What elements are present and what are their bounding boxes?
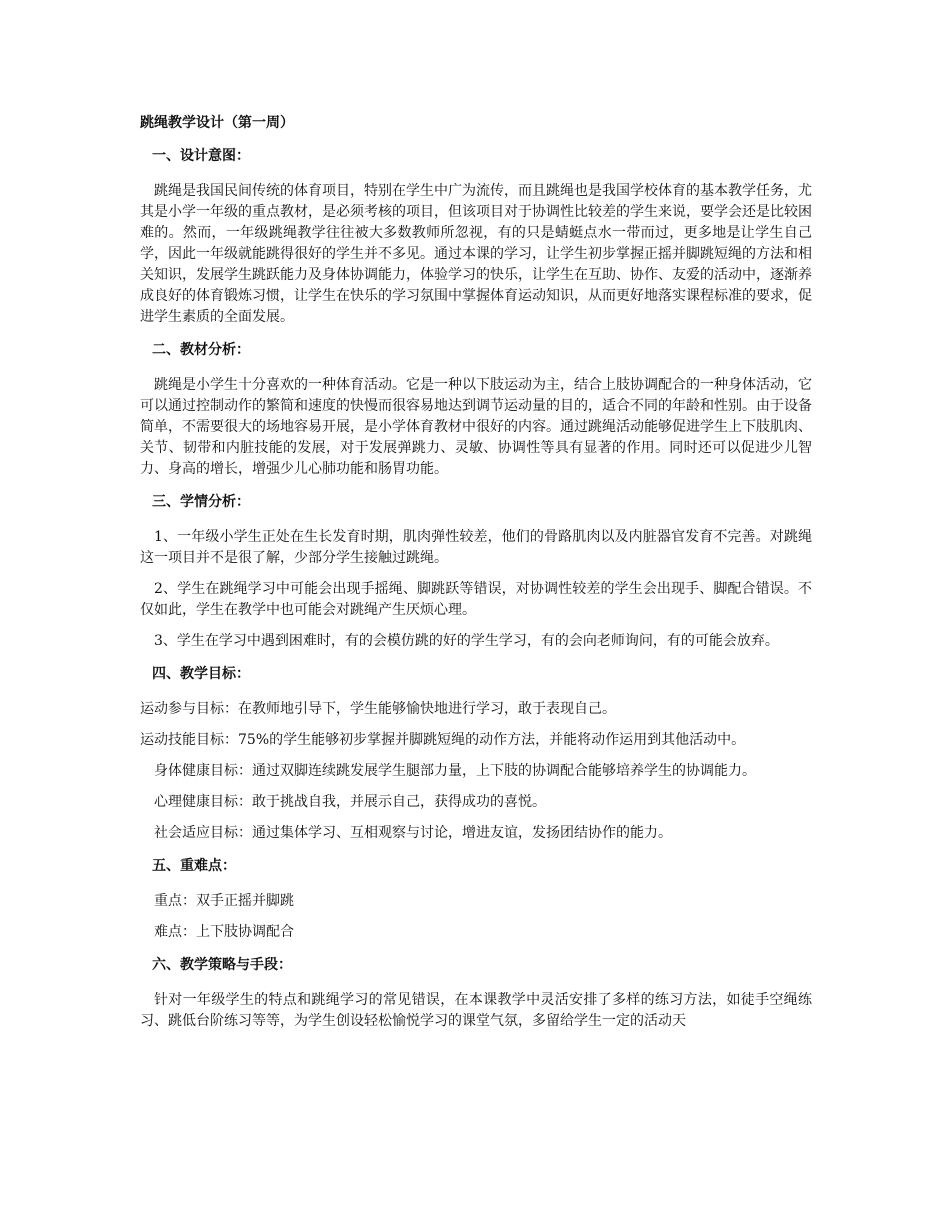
goal-social-adaptation: 社会适应目标：通过集体学习、互相观察与讨论，增进友谊，发扬团结协作的能力。	[154, 825, 672, 841]
paragraph: 针对一年级学生的特点和跳绳学习的常见错误，在本课教学中灵活安排了多样的练习方法，如徒手空绳练习、跳低台阶练习等等，为学生创设轻松愉悦学习的课堂气氛，多留给学生一定的活动天	[140, 992, 812, 1029]
section-heading-key-points: 五、重难点：	[152, 858, 236, 874]
section-heading-design-intent: 一、设计意图：	[152, 148, 250, 164]
key-point: 重点：双手正摇并脚跳	[154, 893, 294, 909]
paragraph: 跳绳是小学生十分喜欢的一种体育活动。它是一种以下肢运动为主，结合上肢协调配合的一种身体活动，它可以通过控制动作的繁简和速度的快慢而很容易地达到调节运动量的目的，适合不同的年龄和性别。由于设备简单，不需要很大的场地容易开展，是小学体育教材中很好的内容。通过跳绳活动能够促进学生上下肢肌肉、关节、韧带和内脏技能的发展，对于发展弹跳力、灵敏、协调性等具有显著的作用。同时还可以促进少儿智力、身高的增长，增强少儿心肺功能和肠胃功能。	[140, 377, 812, 477]
section-heading-strategy: 六、教学策略与手段：	[152, 957, 292, 973]
difficult-point: 难点：上下肢协调配合	[154, 924, 294, 940]
section-heading-material-analysis: 二、教材分析：	[152, 342, 250, 358]
paragraph: 1、一年级小学生正处在生长发育时期，肌肉弹性较差，他们的骨路肌肉以及内脏器官发育不完善。对跳绳这一项目并不是很了解，少部分学生接触过跳绳。	[140, 529, 812, 566]
goal-skill: 运动技能目标：75%的学生能够初步掌握并脚跳短绳的动作方法，并能将动作运用到其他活动中。	[140, 732, 746, 748]
goal-physical-health: 身体健康目标：通过双脚连续跳发展学生腿部力量，上下肢的协调配合能够培养学生的协调能力。	[154, 763, 756, 779]
document-page	[140, 113, 812, 1042]
section-heading-learner-analysis: 三、学情分析：	[152, 494, 250, 510]
paragraph: 3、学生在学习中遇到困难时，有的会模仿跳的好的学生学习，有的会向老师询问，有的可能会放弃。	[154, 633, 779, 649]
doc-title: 跳绳教学设计（第一周）	[140, 115, 294, 131]
goal-mental-health: 心理健康目标：敢于挑战自我，并展示自己，获得成功的喜悦。	[154, 794, 546, 810]
paragraph: 跳绳是我国民间传统的体育项目，特别在学生中广为流传，而且跳绳也是我国学校体育的基本教学任务，尤其是小学一年级的重点教材，是必须考核的项目，但该项目对于协调性比较差的学生来说，要学会还是比较困难的。然而，一年级跳绳教学往往被大多数教师所忽视，有的只是蜻蜓点水一带而过，更多地是让学生自己学，因此一年级就能跳得很好的学生并不多见。通过本课的学习，让学生初步掌握正摇并脚跳短绳的方法和相关知识，发展学生跳跃能力及身体协调能力，体验学习的快乐，让学生在互助、协作、友爱的活动中，逐渐养成良好的体育锻炼习惯，让学生在快乐的学习氛围中掌握体育运动知识，从而更好地落实课程标准的要求，促进学生素质的全面发展。	[140, 183, 812, 325]
section-heading-teaching-goals: 四、教学目标：	[152, 666, 250, 682]
goal-participation: 运动参与目标：在教师地引导下，学生能够愉快地进行学习，敢于表现自己。	[140, 701, 616, 717]
paragraph: 2、学生在跳绳学习中可能会出现手摇绳、脚跳跃等错误，对协调性较差的学生会出现手、脚配合错误。不仅如此，学生在教学中也可能会对跳绳产生厌烦心理。	[140, 581, 812, 618]
